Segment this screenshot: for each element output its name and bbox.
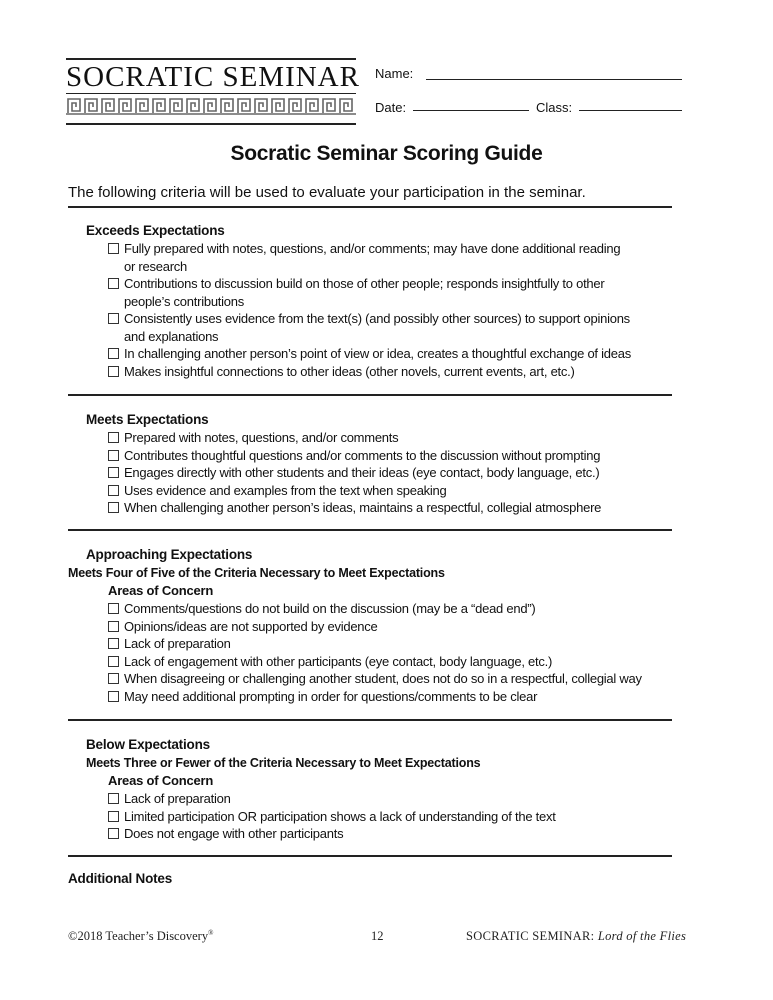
section-below-expectations bbox=[86, 736, 686, 843]
divider bbox=[68, 206, 672, 208]
criterion-item-continued: or research bbox=[124, 258, 187, 274]
checkbox[interactable] bbox=[108, 467, 119, 478]
class-label: Class: bbox=[536, 100, 573, 115]
divider bbox=[68, 394, 672, 396]
checkbox[interactable] bbox=[108, 432, 119, 443]
checkbox[interactable] bbox=[108, 366, 119, 377]
name-label: Name: bbox=[375, 66, 414, 81]
section-title: Approaching Expectations bbox=[86, 547, 253, 562]
checkbox[interactable] bbox=[108, 603, 119, 614]
divider bbox=[68, 855, 672, 857]
criterion-item: Makes insightful connections to other ideas (other novels, current events, art, etc.) bbox=[86, 363, 686, 381]
criterion-item: When challenging another person’s ideas, maintains a respectful, collegial atmosphere bbox=[86, 499, 686, 517]
section-title: Meets Expectations bbox=[86, 412, 209, 427]
footer-series-title: SOCRATIC SEMINAR: Lord of the Flies bbox=[466, 929, 687, 943]
section-meets-expectations bbox=[86, 411, 686, 517]
section-exceeds-expectations bbox=[86, 222, 686, 380]
criterion-item: Uses evidence and examples from the text when speaking bbox=[86, 482, 686, 500]
criterion-item: Contributes thoughtful questions and/or comments to the discussion without prompting bbox=[86, 447, 686, 465]
areas-of-concern-label: Areas of Concern bbox=[108, 583, 214, 598]
checkbox[interactable] bbox=[108, 278, 119, 289]
checkbox[interactable] bbox=[108, 621, 119, 632]
concern-item: Lack of preparation bbox=[86, 635, 686, 653]
page-title: Socratic Seminar Scoring Guide bbox=[230, 142, 543, 165]
checkbox[interactable] bbox=[108, 502, 119, 513]
greek-key-border-icon bbox=[66, 97, 356, 120]
criterion-item-continued: people’s contributions bbox=[124, 293, 245, 309]
concern-item: Comments/questions do not build on the discussion (may be a “dead end”) bbox=[86, 600, 686, 618]
checkbox[interactable] bbox=[108, 638, 119, 649]
name-field[interactable] bbox=[426, 79, 682, 80]
checkbox[interactable] bbox=[108, 691, 119, 702]
section-title: Below Expectations bbox=[86, 737, 210, 752]
date-field[interactable] bbox=[413, 110, 529, 111]
checkbox[interactable] bbox=[108, 793, 119, 804]
checkbox[interactable] bbox=[108, 673, 119, 684]
date-label: Date: bbox=[375, 100, 407, 115]
checkbox[interactable] bbox=[108, 313, 119, 324]
section-subtitle: Meets Four of Five of the Criteria Necessary to Meet Expectations bbox=[68, 566, 445, 580]
concern-item: Limited participation OR participation shows a lack of understanding of the text bbox=[86, 808, 686, 826]
section-title: Exceeds Expectations bbox=[86, 223, 225, 238]
additional-notes-heading: Additional Notes bbox=[68, 871, 173, 886]
section-approaching-expectations bbox=[68, 546, 686, 705]
logo-bottom-rule bbox=[66, 123, 356, 125]
concern-item: May need additional prompting in order for questions/comments to be clear bbox=[86, 688, 686, 706]
checkbox[interactable] bbox=[108, 348, 119, 359]
concern-item: Opinions/ideas are not supported by evidence bbox=[86, 618, 686, 636]
checkbox[interactable] bbox=[108, 828, 119, 839]
concern-item: When disagreeing or challenging another student, does not do so in a respectful, collegial way bbox=[86, 670, 686, 688]
concern-item: Lack of preparation bbox=[86, 790, 686, 808]
divider bbox=[68, 719, 672, 721]
logo-text: SOCRATIC SEMINAR bbox=[66, 61, 360, 93]
checkbox[interactable] bbox=[108, 656, 119, 667]
criterion-item: In challenging another person’s point of view or idea, creates a thoughtful exchange of ideas bbox=[86, 345, 686, 363]
areas-of-concern-label: Areas of Concern bbox=[108, 773, 214, 788]
criterion-item: Engages directly with other students and their ideas (eye contact, body language, etc.) bbox=[86, 464, 686, 482]
socratic-seminar-logo bbox=[66, 58, 360, 125]
footer-page-number: 12 bbox=[371, 929, 384, 943]
intro-text: The following criteria will be used to evaluate your participation in the seminar. bbox=[68, 184, 586, 201]
criterion-item: Consistently uses evidence from the text(s) (and possibly other sources) to support opinions bbox=[86, 310, 686, 328]
concern-item: Lack of engagement with other participants (eye contact, body language, etc.) bbox=[86, 653, 686, 671]
class-field[interactable] bbox=[579, 110, 682, 111]
criterion-item: Fully prepared with notes, questions, and/or comments; may have done additional reading bbox=[86, 240, 686, 258]
checkbox[interactable] bbox=[108, 485, 119, 496]
criterion-item-continued: and explanations bbox=[124, 328, 219, 344]
checkbox[interactable] bbox=[108, 450, 119, 461]
logo-top-rule bbox=[66, 58, 356, 60]
logo-mid-rule bbox=[66, 93, 356, 94]
footer-copyright: ©2018 Teacher’s Discovery® bbox=[68, 929, 214, 944]
section-subtitle: Meets Three or Fewer of the Criteria Necessary to Meet Expectations bbox=[86, 756, 481, 770]
concern-item: Does not engage with other participants bbox=[86, 825, 686, 843]
criterion-item: Contributions to discussion build on those of other people; responds insightfully to other bbox=[86, 275, 686, 293]
divider bbox=[68, 529, 672, 531]
criterion-item: Prepared with notes, questions, and/or comments bbox=[86, 429, 686, 447]
checkbox[interactable] bbox=[108, 243, 119, 254]
checkbox[interactable] bbox=[108, 811, 119, 822]
